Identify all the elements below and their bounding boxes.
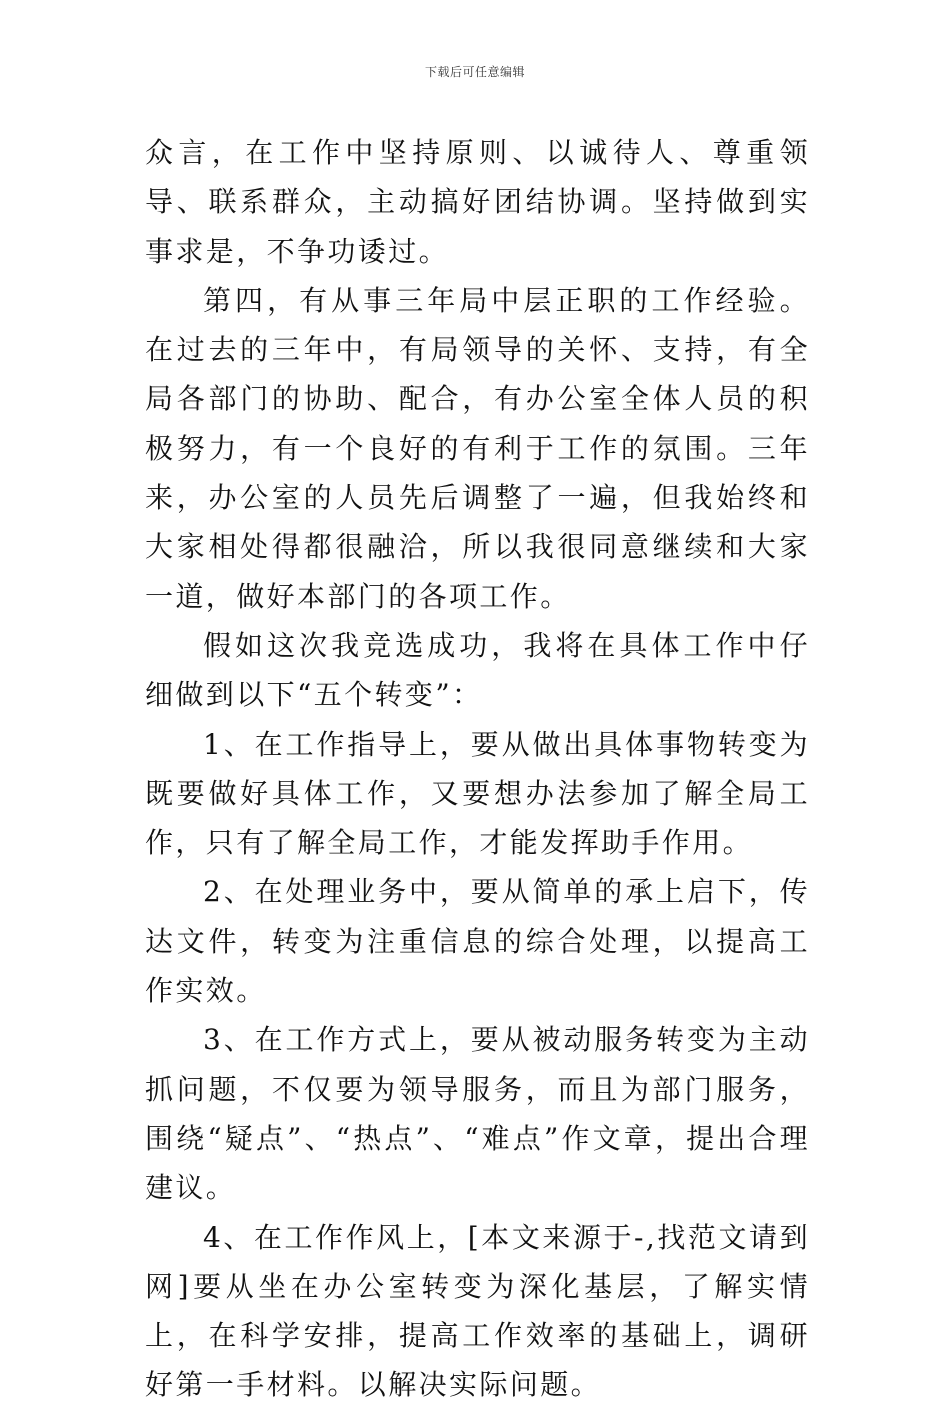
paragraph [145, 276, 810, 621]
text-line: “热点”、“难点”作文章，提出合理建议。 [145, 1121, 810, 1205]
paragraph [145, 621, 810, 720]
text-line: 坐在办公室转变为深化基层，了解实情上，在科学安排， [145, 1269, 810, 1353]
text-line: 三年中，有局领导的关怀、支持，有全局各部门的协助、 [145, 333, 810, 416]
paragraph [145, 867, 810, 1015]
text-line: 下“五个转变”： [266, 678, 483, 712]
document-body [145, 128, 810, 1410]
text-line: 具体工作，又要想办法参加了解全局工作，只有了解全局 [145, 776, 810, 860]
text-line: 1、在工作指导上，要从做出具体事物转变为既要做好 [145, 727, 810, 810]
text-line: 提高工作效率的基础上，调研好第一手材料。以解决实际 [145, 1319, 811, 1402]
text-line: 但我始终和大家相处得都很融洽，所以我很同意继续和大 [145, 481, 810, 564]
text-line: 众，主动搞好团结协调。坚持做到实事求是，不争功诿过。 [145, 185, 810, 268]
paragraph [145, 1213, 810, 1410]
text-line: 第四，有从事三年局中层正职的工作经验。在过去的 [145, 283, 810, 367]
text-line: 不仅要为领导服务，而且为部门服务，围绕“疑点”、 [145, 1072, 810, 1155]
paragraph [145, 1015, 810, 1212]
page-header-note: 下载后可任意编辑 [424, 65, 525, 79]
paragraph [145, 720, 810, 868]
text-line: 配合，有办公室全体人员的积极努力，有一个良好的有利 [145, 382, 811, 465]
text-line: 4、在工作作风上，[本文来源于-,找范文请到网]要从 [145, 1220, 810, 1303]
text-line: 3、在工作方式上，要从被动服务转变为主动抓问题， [145, 1023, 810, 1106]
text-line: 假如这次我竞选成功，我将在具体工作中仔细做到以 [145, 628, 810, 712]
text-line: 转变为注重信息的综合处理，以提高工作实效。 [145, 924, 810, 1008]
text-line: 于工作的氛围。三年来，办公室的人员先后调整了一遍， [145, 431, 810, 515]
text-line: 工作，才能发挥助手作用。 [388, 826, 754, 860]
paragraph [145, 128, 810, 276]
text-line: 众言，在工作中坚持原则、以诚待人、尊重领导、联系群 [145, 136, 810, 219]
text-line: 问题。 [509, 1368, 602, 1402]
text-line: 家一道，做好本部门的各项工作。 [145, 530, 810, 613]
text-line: 2、在处理业务中，要从简单的承上启下，传达文件， [145, 875, 810, 958]
